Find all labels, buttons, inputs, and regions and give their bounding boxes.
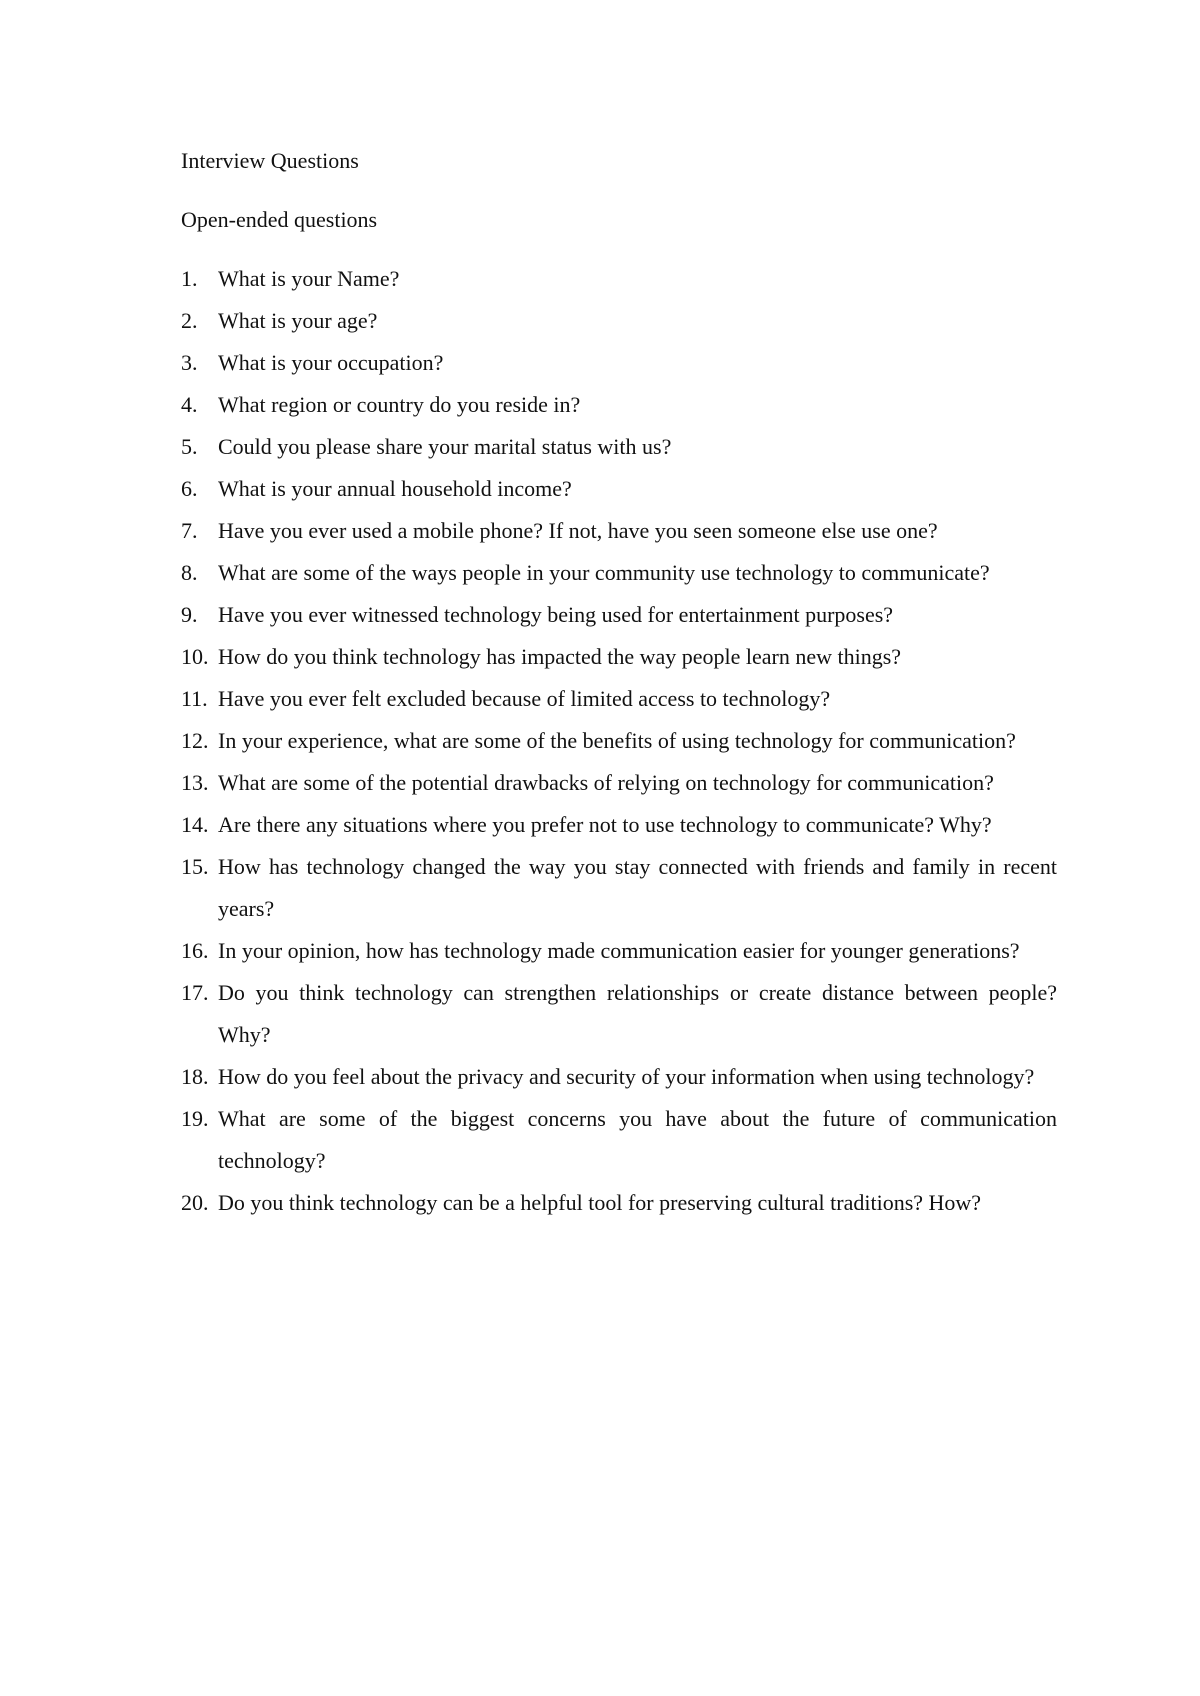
question-text: What is your annual household income? (218, 476, 572, 501)
question-text: In your experience, what are some of the benefits of using technology for communication? (218, 728, 1016, 753)
question-item (181, 258, 1057, 300)
question-text: How do you think technology has impacted the way people learn new things? (218, 644, 902, 669)
question-list (181, 258, 1057, 1224)
question-number: 18. (181, 1064, 209, 1089)
question-number: 2. (181, 308, 198, 333)
question-item (181, 342, 1057, 384)
question-text: Do you think technology can be a helpful tool for preserving cultural traditions? How? (218, 1190, 982, 1215)
question-text: Have you ever felt excluded because of limited access to technology? (218, 686, 831, 711)
question-number: 10. (181, 644, 209, 669)
question-number: 14. (181, 812, 209, 837)
question-text: Are there any situations where you prefer not to use technology to communicate? Why? (218, 812, 992, 837)
question-text: What are some of the biggest concerns you have about the future of communication technology? (218, 1106, 1057, 1173)
question-number: 11. (181, 686, 208, 711)
question-item (181, 972, 1057, 1056)
question-text: What region or country do you reside in? (218, 392, 581, 417)
question-number: 1. (181, 266, 198, 291)
question-item (181, 762, 1057, 804)
question-number: 13. (181, 770, 209, 795)
question-text: What is your age? (218, 308, 378, 333)
question-text: What are some of the ways people in your community use technology to communicate? (218, 560, 990, 585)
question-number: 9. (181, 602, 198, 627)
question-item (181, 384, 1057, 426)
section-subtitle: Open-ended questions (181, 207, 378, 232)
question-item (181, 846, 1057, 930)
question-text: What is your Name? (218, 266, 400, 291)
question-text: How do you feel about the privacy and security of your information when using technology? (218, 1064, 1035, 1089)
question-number: 8. (181, 560, 198, 585)
question-number: 4. (181, 392, 198, 417)
question-text: What are some of the potential drawbacks of relying on technology for communication? (218, 770, 994, 795)
question-item (181, 804, 1057, 846)
question-number: 19. (181, 1106, 209, 1131)
question-item (181, 930, 1057, 972)
question-item (181, 1056, 1057, 1098)
question-item (181, 636, 1057, 678)
question-text: How has technology changed the way you stay connected with friends and family in recent years? (218, 854, 1057, 921)
document-content (181, 146, 1057, 1224)
question-item (181, 300, 1057, 342)
question-number: 20. (181, 1190, 209, 1215)
question-text: Do you think technology can strengthen relationships or create distance between people? Why? (218, 980, 1057, 1047)
question-number: 3. (181, 350, 198, 375)
question-item (181, 1182, 1057, 1224)
question-text: What is your occupation? (218, 350, 444, 375)
question-item (181, 594, 1057, 636)
question-text: Have you ever witnessed technology being used for entertainment purposes? (218, 602, 894, 627)
question-number: 12. (181, 728, 209, 753)
document-title: Interview Questions (181, 148, 359, 173)
question-item (181, 468, 1057, 510)
question-item (181, 678, 1057, 720)
question-text: Could you please share your marital status with us? (218, 434, 672, 459)
question-item (181, 510, 1057, 552)
question-number: 6. (181, 476, 198, 501)
question-item (181, 426, 1057, 468)
question-item (181, 720, 1057, 762)
question-item (181, 552, 1057, 594)
question-number: 15. (181, 854, 209, 879)
question-item (181, 1098, 1057, 1182)
question-text: In your opinion, how has technology made communication easier for younger generations? (218, 938, 1020, 963)
question-number: 16. (181, 938, 209, 963)
question-number: 7. (181, 518, 198, 543)
question-number: 17. (181, 980, 209, 1005)
question-text: Have you ever used a mobile phone? If not, have you seen someone else use one? (218, 518, 938, 543)
question-number: 5. (181, 434, 198, 459)
